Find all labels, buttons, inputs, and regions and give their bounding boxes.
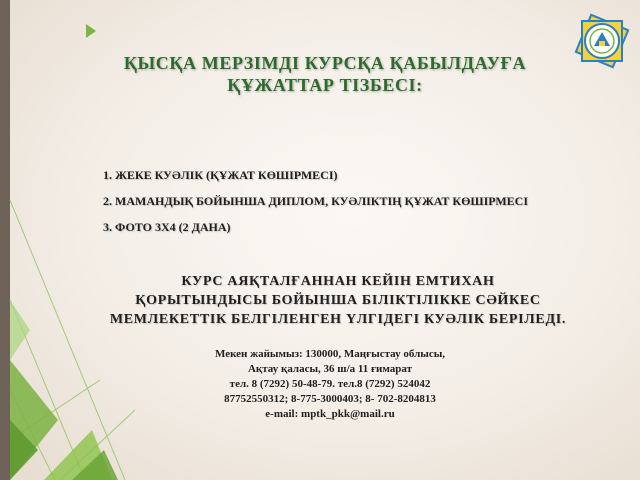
page-title — [90, 52, 560, 96]
contact-address: Мекен жайымыз: 130000, Маңғыстау облысы, — [214, 348, 446, 360]
document-item-diploma: 2. МАМАНДЫҚ БОЙЫНША ДИПЛОМ, КУӘЛІКТІҢ ҚҰЖАТ КӨШІРМЕСІ — [103, 194, 529, 208]
certificate-notice — [78, 272, 598, 329]
notice-line-3: МЕМЛЕКЕТТІК БЕЛГІЛЕНГЕН ҮЛГІДЕГІ КУӘЛІК БЕРІЛЕДІ. — [109, 312, 567, 327]
document-item-photo: 3. ФОТО 3Х4 (2 ДАНА) — [103, 220, 231, 234]
contact-info — [140, 347, 520, 422]
notice-line-1: КУРС АЯҚТАЛҒАННАН КЕЙІН ЕМТИХАН — [181, 274, 495, 289]
title-line-1: ҚЫСҚА МЕРЗІМДІ КУРСҚА ҚАБЫЛДАУҒА — [123, 53, 527, 73]
contact-email: e-mail: mptk_pkk@mail.ru — [265, 408, 395, 420]
contact-phones-2: 87752550312; 8-775-3000403; 8- 702-8204813 — [224, 393, 436, 405]
contact-city: Ақтау қаласы, 36 ш/а 11 ғимарат — [247, 363, 413, 375]
college-emblem-icon — [573, 12, 631, 70]
contact-phones-1: тел. 8 (7292) 50-48-79. тел.8 (7292) 524042 — [229, 378, 431, 390]
title-line-2: ҚҰЖАТТАР ТІЗБЕСІ: — [227, 75, 423, 95]
notice-line-2: ҚОРЫТЫНДЫСЫ БОЙЫНША БІЛІКТІЛІККЕ СӘЙКЕС — [135, 293, 541, 308]
document-item-id-card: 1. ЖЕКЕ КУӘЛІК (ҚҰЖАТ КӨШІРМЕСІ) — [103, 168, 338, 182]
